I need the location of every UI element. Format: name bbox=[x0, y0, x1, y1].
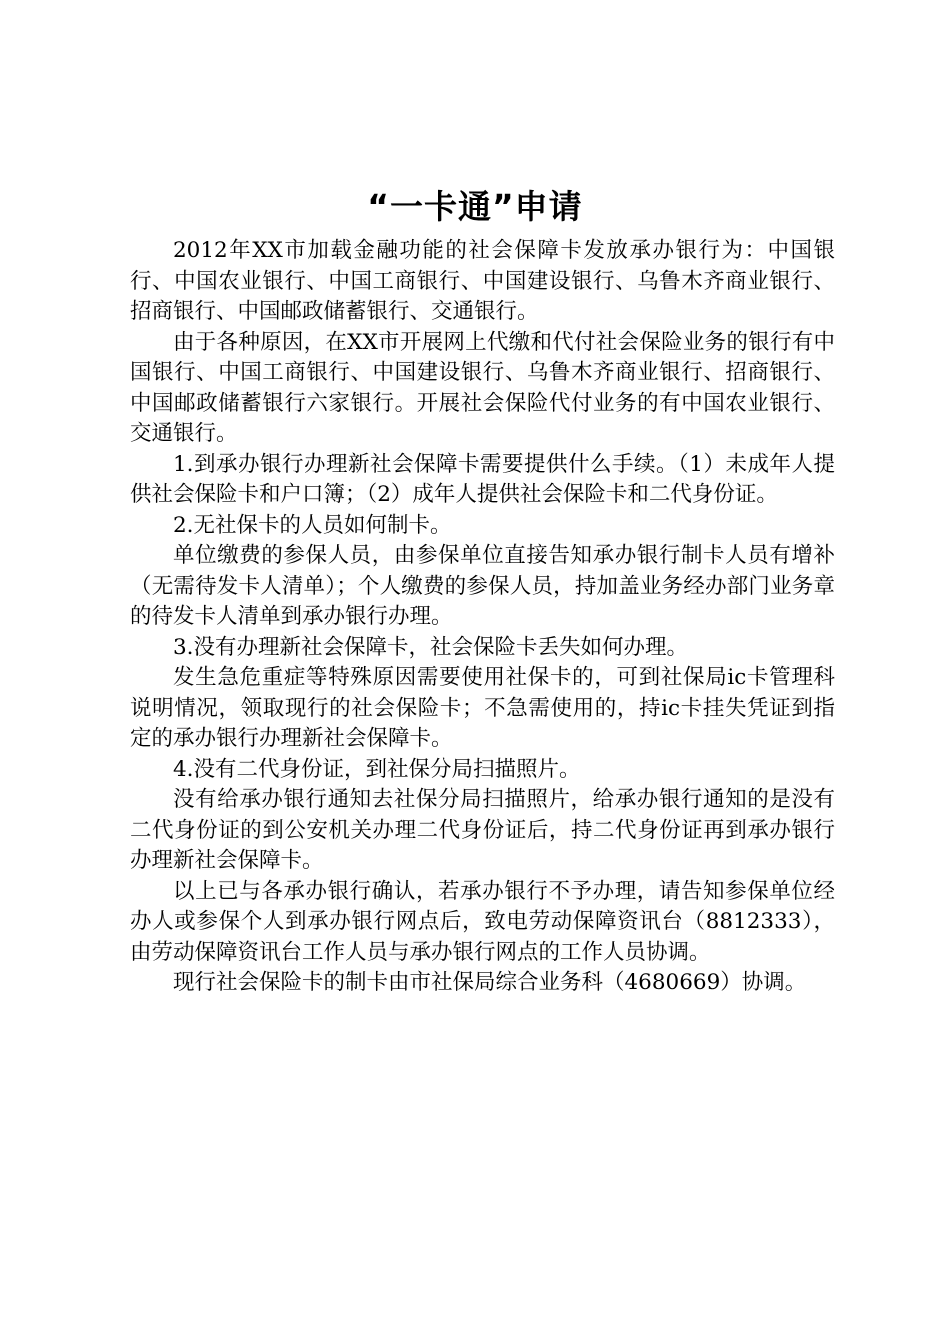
paragraph-online-service-banks: 由于各种原因，在XX市开展网上代缴和代付社会保险业务的银行有中国银行、中国工商银行、中国建设银行、乌鲁木齐商业银行、招商银行、中国邮政储蓄银行六家银行。开展社会保险代付业务的有中国农业银行、交通银行。 bbox=[130, 329, 835, 446]
paragraph-question-2: 2.无社保卡的人员如何制卡。 bbox=[173, 512, 452, 538]
paragraph-answer-4: 没有给承办银行通知去社保分局扫描照片，给承办银行通知的是没有二代身份证的到公安机关办理二代身份证后，持二代身份证再到承办银行办理新社会保障卡。 bbox=[130, 787, 835, 873]
paragraph-card-production-contact: 现行社会保险卡的制卡由市社保局综合业务科（4680669）协调。 bbox=[173, 970, 807, 995]
document-title: “一卡通”申请 bbox=[367, 187, 583, 226]
paragraph-answer-3: 发生急危重症等特殊原因需要使用社保卡的，可到社保局ic卡管理科说明情况，领取现行的社会保险卡；不急需使用的，持ic卡挂失凭证到指定的承办银行办理新社会保障卡。 bbox=[130, 665, 835, 751]
document-body bbox=[130, 236, 835, 999]
paragraph-question-1: 1.到承办银行办理新社会保障卡需要提供什么手续。（1）未成年人提供社会保险卡和户口簿；（2）成年人提供社会保险卡和二代身份证。 bbox=[130, 451, 835, 507]
paragraph-answer-2: 单位缴费的参保人员，由参保单位直接告知承办银行制卡人员有增补（无需待发卡人清单）；个人缴费的参保人员，持加盖业务经办部门业务章的待发卡人清单到承办银行办理。 bbox=[130, 543, 835, 629]
paragraph-question-4: 4.没有二代身份证，到社保分局扫描照片。 bbox=[173, 756, 581, 782]
paragraph-confirmation-note: 以上已与各承办银行确认，若承办银行不予办理，请告知参保单位经办人或参保个人到承办银行网点后，致电劳动保障资讯台（8812333），由劳动保障资讯台工作人员与承办银行网点的工作人员协调。 bbox=[130, 878, 835, 965]
paragraph-question-3: 3.没有办理新社会保障卡，社会保险卡丢失如何办理。 bbox=[173, 634, 689, 660]
paragraph-issuing-banks: 2012年XX市加载金融功能的社会保障卡发放承办银行为：中国银行、中国农业银行、中国工商银行、中国建设银行、乌鲁木齐商业银行、招商银行、中国邮政储蓄银行、交通银行。 bbox=[130, 238, 835, 324]
